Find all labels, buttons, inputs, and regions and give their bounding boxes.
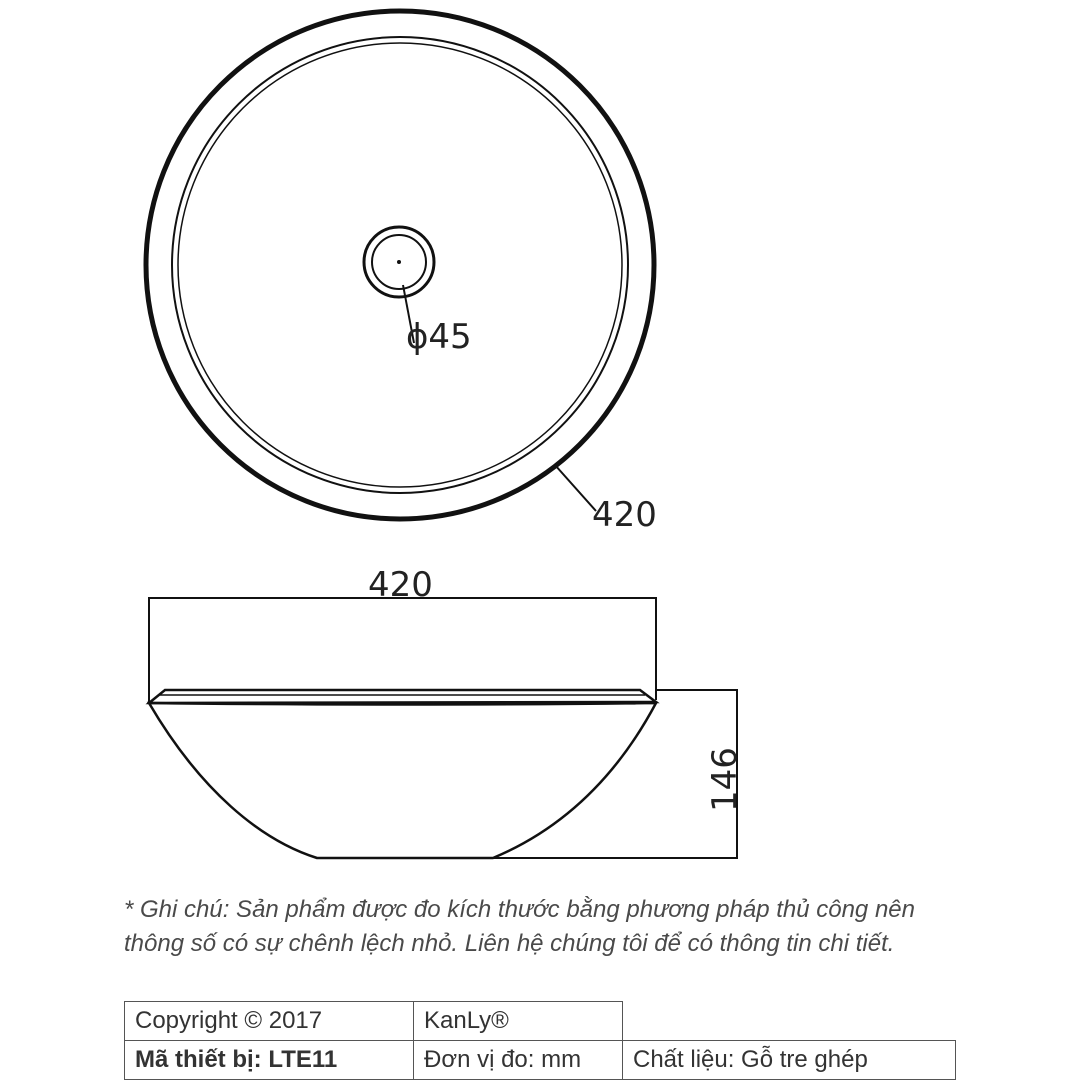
width-label: 420 xyxy=(368,565,433,605)
info-row xyxy=(125,1002,956,1041)
drain-diameter-label: ϕ45 xyxy=(406,317,472,357)
measurement-note: * Ghi chú: Sản phẩm được đo kích thước bằng phương pháp thủ công nên thông số có sự chênh lệch nhỏ. Liên hệ chúng tôi để có thông tin chi tiết. xyxy=(124,896,915,957)
brand-cell: KanLy® xyxy=(414,1002,623,1041)
material-cell: Chất liệu: Gỗ tre ghép xyxy=(623,1041,956,1080)
side-view xyxy=(149,565,745,858)
height-dimension-frame xyxy=(493,690,737,858)
bowl-body xyxy=(149,703,656,858)
inner-rim xyxy=(172,37,628,493)
bowl-rim xyxy=(149,690,656,703)
empty-cell xyxy=(623,1002,956,1041)
unit-cell: Đơn vị đo: mm xyxy=(414,1041,623,1080)
outer-diameter-label: 420 xyxy=(592,495,657,535)
info-row xyxy=(125,1041,956,1080)
inner-rim-line xyxy=(178,43,622,487)
info-table xyxy=(124,1001,956,1080)
outer-rim xyxy=(146,11,654,519)
height-label: 146 xyxy=(705,747,745,812)
copyright-cell: Copyright © 2017 xyxy=(125,1002,414,1041)
top-view xyxy=(146,11,657,535)
model-cell: Mã thiết bị: LTE11 xyxy=(125,1041,414,1080)
width-dimension-frame xyxy=(149,598,656,702)
drain-center xyxy=(397,260,401,264)
outer-leader-line xyxy=(555,465,596,511)
